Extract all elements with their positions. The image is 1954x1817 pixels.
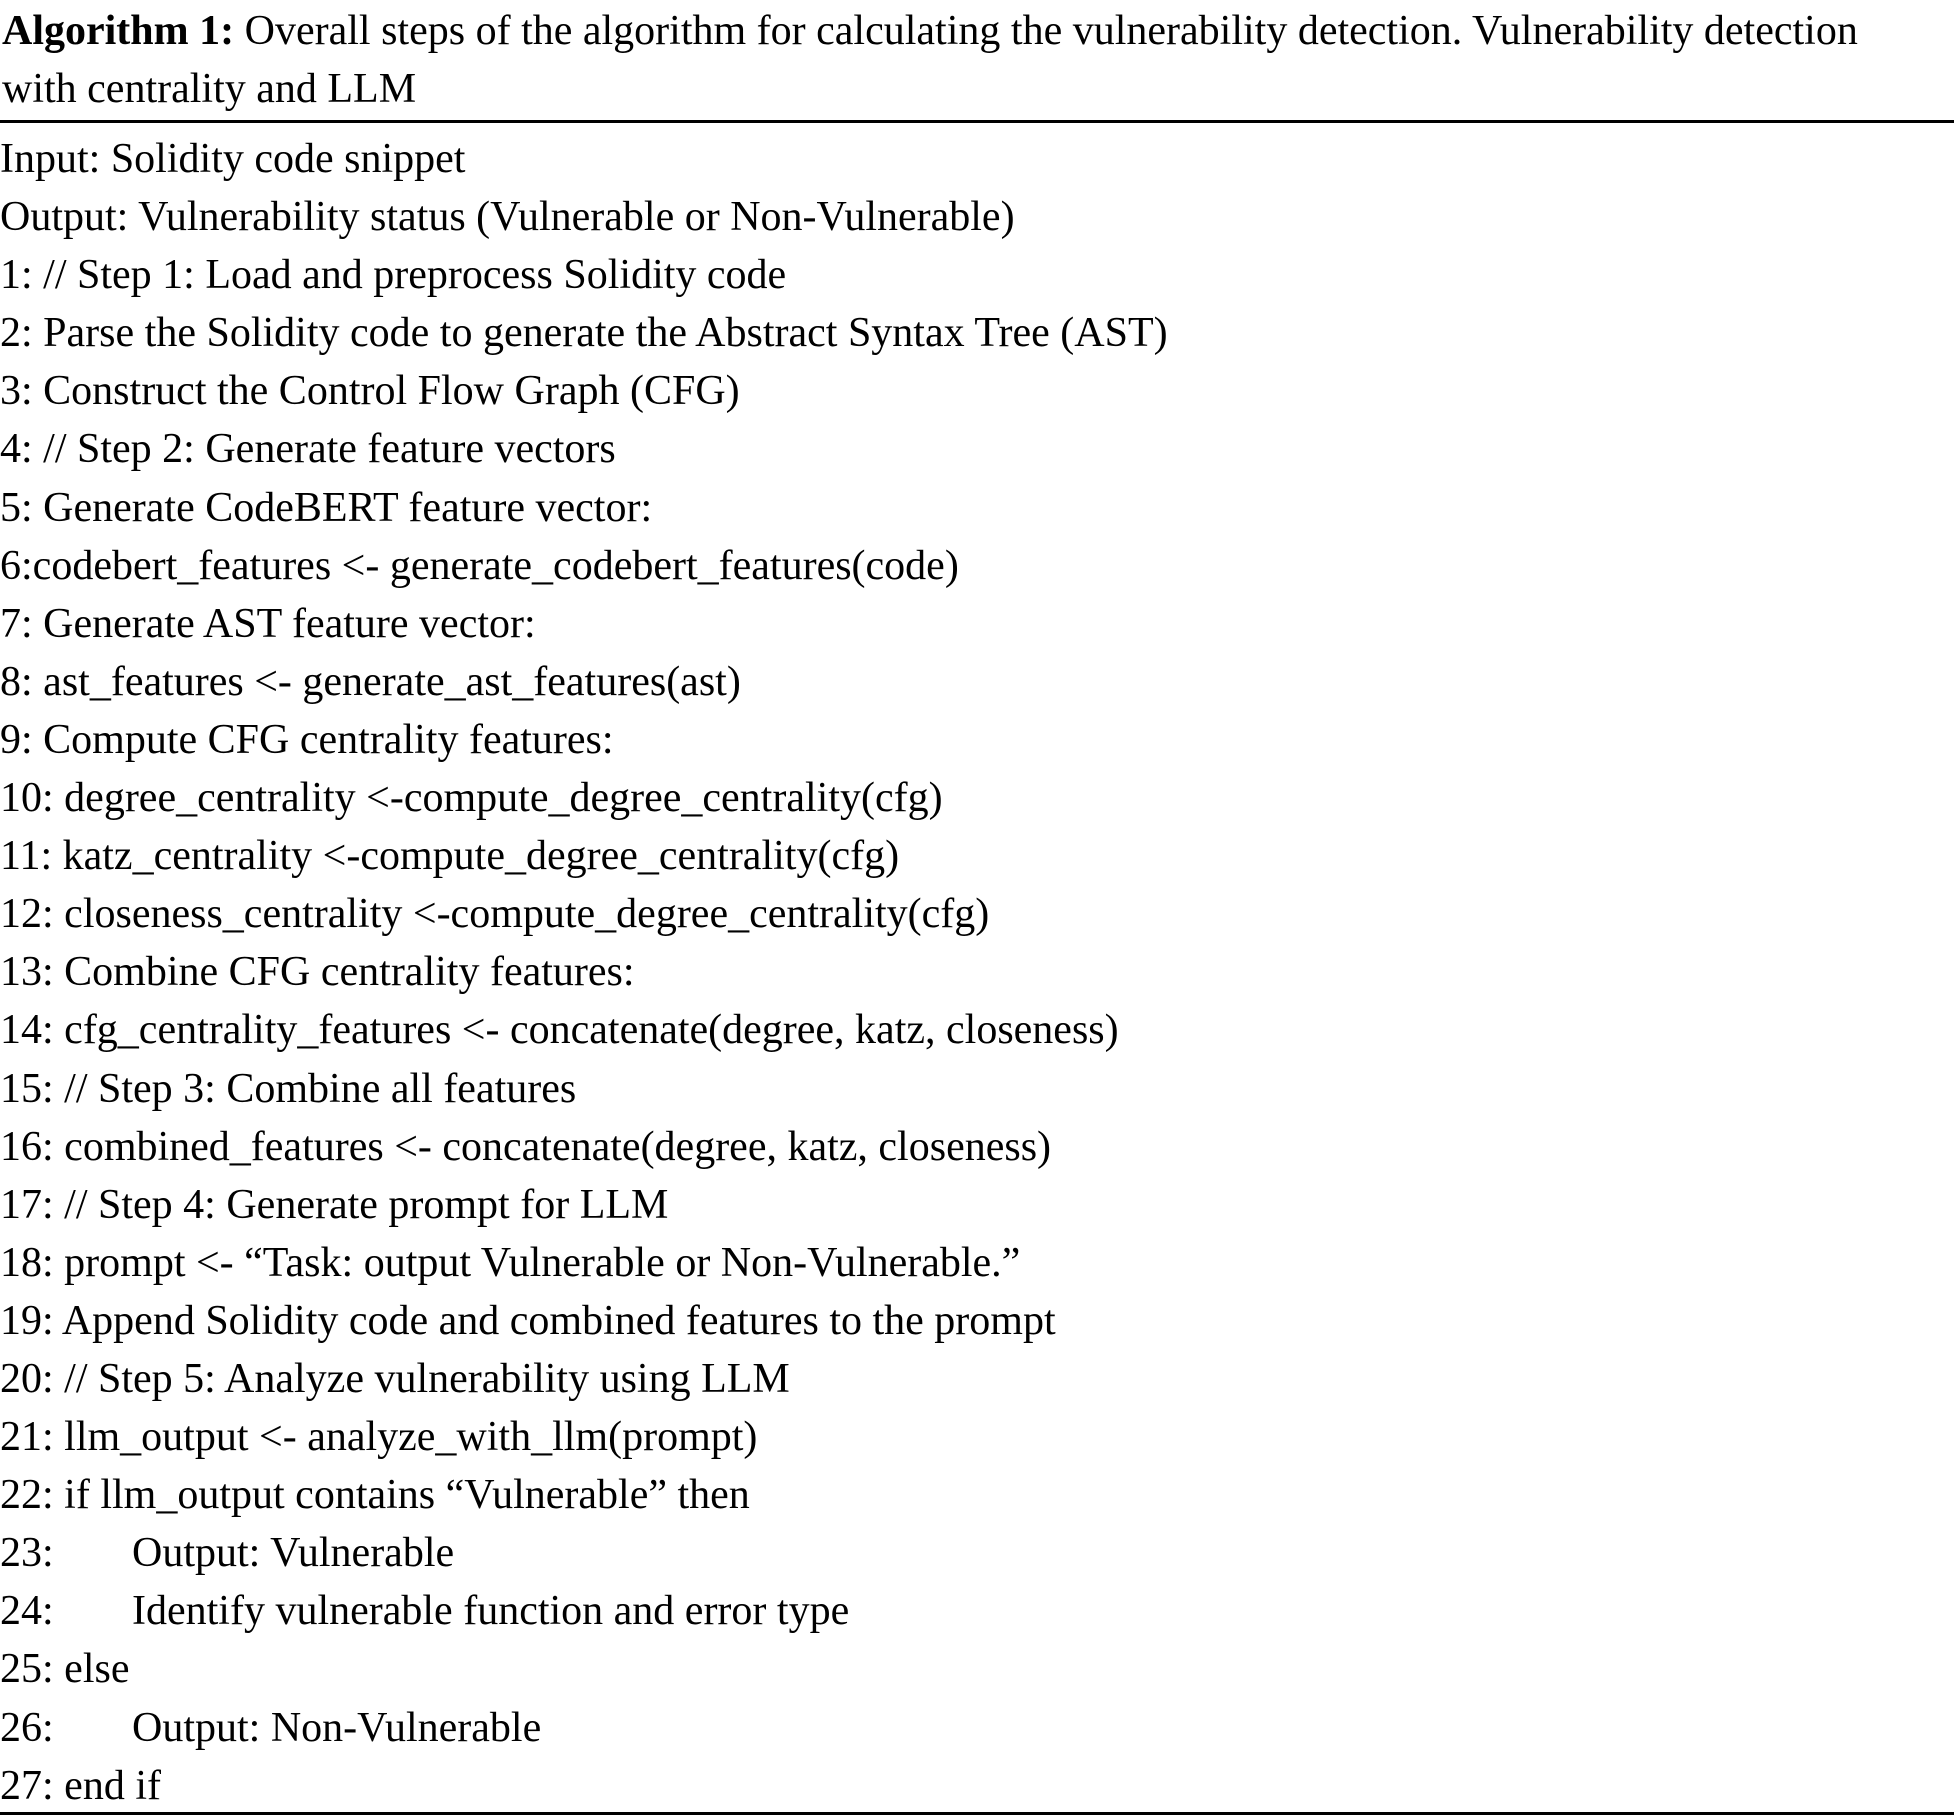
- step-number: 23:: [0, 1530, 54, 1577]
- step-line: [0, 246, 1954, 304]
- step-line: [0, 362, 1954, 420]
- step-text: ast_features <- generate_ast_features(ast): [32, 658, 741, 705]
- output-text: Output: Vulnerability status (Vulnerable or Non-Vulnerable): [0, 194, 1015, 241]
- step-text: Parse the Solidity code to generate the Abstract Syntax Tree (AST): [32, 310, 1168, 357]
- step-number: 8:: [0, 658, 33, 705]
- step-number: 10:: [0, 775, 54, 822]
- step-number: 14:: [0, 1007, 54, 1054]
- step-text: Output: Vulnerable: [132, 1530, 455, 1577]
- step-number: 1:: [0, 252, 33, 299]
- step-line: [0, 1350, 1954, 1408]
- step-line: [0, 537, 1954, 595]
- step-text: Output: Non-Vulnerable: [132, 1704, 542, 1751]
- step-line: [0, 1176, 1954, 1234]
- step-text: Compute CFG centrality features:: [32, 716, 614, 763]
- step-line: [0, 595, 1954, 653]
- step-line: [0, 1582, 1954, 1640]
- step-line: [0, 1408, 1954, 1466]
- step-number: 7:: [0, 600, 33, 647]
- step-line: [0, 943, 1954, 1001]
- step-text: codebert_features <- generate_codebert_features(code): [32, 542, 959, 589]
- step-line: [0, 1640, 1954, 1698]
- step-text: end if: [53, 1762, 161, 1809]
- step-text: Construct the Control Flow Graph (CFG): [32, 368, 740, 415]
- step-text: if llm_output contains “Vulnerable” then: [53, 1472, 750, 1519]
- input-line: [0, 130, 1954, 188]
- step-number: 21:: [0, 1414, 54, 1461]
- step-line: [0, 304, 1954, 362]
- output-line: [0, 188, 1954, 246]
- step-line: [0, 1699, 1954, 1757]
- step-number: 9:: [0, 716, 33, 763]
- step-number: 5:: [0, 484, 33, 531]
- step-line: [0, 1234, 1954, 1292]
- algorithm-caption-text: Overall steps of the algorithm for calculating the vulnerability detection. Vulnerability detection with centrality and LLM: [2, 8, 1858, 112]
- step-number: 3:: [0, 368, 33, 415]
- step-number: 15:: [0, 1065, 54, 1112]
- step-number: 13:: [0, 949, 54, 996]
- step-line: [0, 653, 1954, 711]
- step-number: 6:: [0, 542, 33, 589]
- step-number: 4:: [0, 426, 33, 473]
- step-line: [0, 1524, 1954, 1582]
- step-line: [0, 1292, 1954, 1350]
- step-number: 20:: [0, 1355, 54, 1402]
- algorithm-caption: [2, 2, 1882, 118]
- step-number: 17:: [0, 1181, 54, 1228]
- step-line: [0, 479, 1954, 537]
- step-number: 11:: [0, 833, 53, 880]
- step-text: llm_output <- analyze_with_llm(prompt): [53, 1414, 758, 1461]
- step-line: [0, 1001, 1954, 1059]
- step-line: [0, 1060, 1954, 1118]
- algorithm-label: Algorithm 1:: [2, 8, 235, 54]
- step-text: Append Solidity code and combined features to the prompt: [53, 1297, 1056, 1344]
- step-line: [0, 827, 1954, 885]
- step-line: [0, 769, 1954, 827]
- step-text: prompt <- “Task: output Vulnerable or Non-Vulnerable.”: [53, 1239, 1021, 1286]
- step-line: [0, 885, 1954, 943]
- step-line: [0, 420, 1954, 478]
- step-text: Generate CodeBERT feature vector:: [32, 484, 653, 531]
- step-line: [0, 1757, 1954, 1815]
- step-number: 25:: [0, 1646, 54, 1693]
- step-text: // Step 4: Generate prompt for LLM: [53, 1181, 669, 1228]
- step-number: 22:: [0, 1472, 54, 1519]
- bottom-rule: [0, 1812, 1954, 1815]
- step-line: [0, 1466, 1954, 1524]
- step-text: Generate AST feature vector:: [32, 600, 536, 647]
- step-text: // Step 2: Generate feature vectors: [32, 426, 616, 473]
- input-text: Input: Solidity code snippet: [0, 136, 466, 182]
- step-text: // Step 1: Load and preprocess Solidity code: [32, 252, 787, 299]
- step-number: 19:: [0, 1297, 54, 1344]
- step-line: [0, 711, 1954, 769]
- step-number: 2:: [0, 310, 33, 357]
- step-text: else: [53, 1646, 130, 1693]
- step-number: 27:: [0, 1762, 54, 1809]
- step-text: closeness_centrality <-compute_degree_centrality(cfg): [53, 891, 990, 938]
- caption-divider: [0, 120, 1954, 123]
- step-text: // Step 3: Combine all features: [53, 1065, 577, 1112]
- step-number: 24:: [0, 1588, 54, 1635]
- algorithm-body: [0, 130, 1954, 1815]
- step-number: 12:: [0, 891, 54, 938]
- step-text: combined_features <- concatenate(degree, katz, closeness): [53, 1123, 1052, 1170]
- step-text: Identify vulnerable function and error type: [132, 1588, 850, 1635]
- step-text: Combine CFG centrality features:: [53, 949, 635, 996]
- step-text: degree_centrality <-compute_degree_centrality(cfg): [53, 775, 943, 822]
- step-text: katz_centrality <-compute_degree_centrality(cfg): [52, 833, 900, 880]
- step-text: // Step 5: Analyze vulnerability using LLM: [53, 1355, 790, 1402]
- step-line: [0, 1118, 1954, 1176]
- step-text: cfg_centrality_features <- concatenate(degree, katz, closeness): [53, 1007, 1119, 1054]
- step-number: 18:: [0, 1239, 54, 1286]
- step-number: 26:: [0, 1704, 54, 1751]
- step-number: 16:: [0, 1123, 54, 1170]
